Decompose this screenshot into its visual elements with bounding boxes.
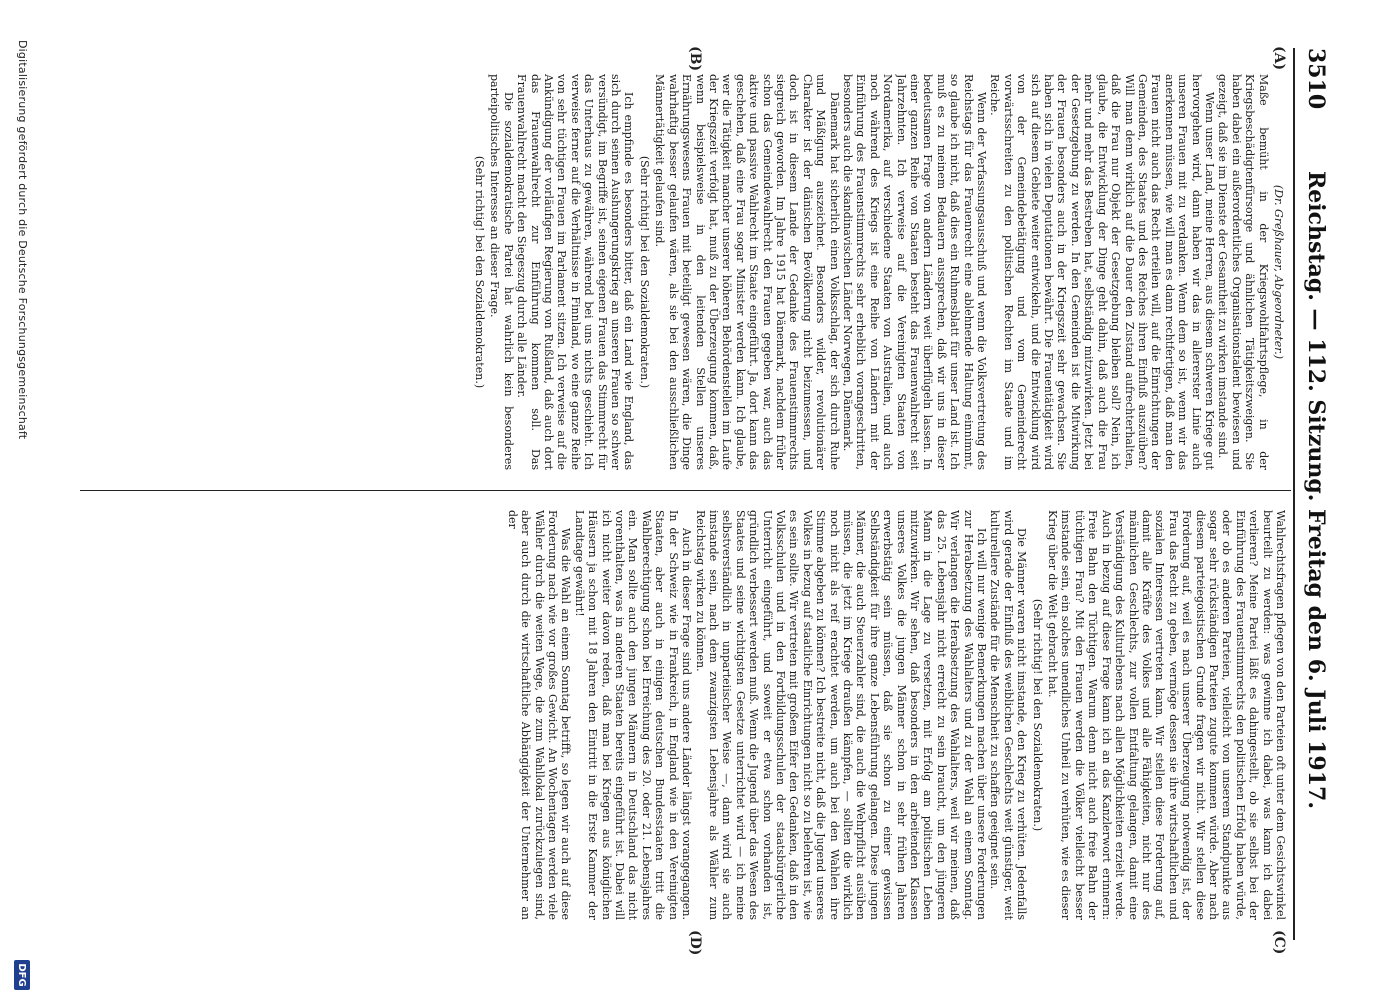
page-number: 3510 bbox=[1303, 48, 1329, 110]
page-title: Reichstag. — 112. Sitzung. Freitag den 6. Juli 1917. bbox=[1303, 171, 1329, 809]
funding-note: Digitalisierung gefördert durch die Deutsche Forschungsgemeinschaft bbox=[16, 40, 29, 440]
paragraph: Die Männer waren nicht imstande, den Krieg zu verhüten. Jedenfalls wird gerade der Einfluß des weiblichen Geschlechts weit günstiger, weit kulturellere Zustände für die Menschheit zu schaffen geeignet sein. bbox=[988, 510, 1029, 920]
margin-letter-d: (D) bbox=[687, 930, 703, 956]
interjection: (Sehr richtig! bei den Sozialdemokraten.) bbox=[473, 155, 487, 389]
interjection: (Sehr richtig! bei den Sozialdemokraten.) bbox=[1030, 598, 1044, 832]
paragraph: Wenn unser Land, meine Herren, aus diesem schweren Kriege gut hervorgehen wird, dann haben wir das in allererster Linie auch unseren Frauen mit zu verdanken. Wenn dem so ist, wenn wir das anerkennen müssen, wie will man es dann rechtfertigen, daß man den Frauen nicht auch das Recht erteilen will, auf die Einrichtungen der Gemeinden, des Staates und des Reiches ihren Einfluß auszuüben? Will man denn wirklich auf die Dauer den Zustand aufrechterhalten, daß die Frau nur Objekt der Gesetzgebung bleiben soll? Nein, ich glaube, die Entwicklung der Dinge geht dahin, daß auch die Frau mehr und mehr das Bestreben hat, selbständig mitzuwirken. Jetzt bei der Gesetzgebung zu werden. In den Gemeinden ist die Mitwirkung der Frauen besonders auch in der Kriegszeit sehr gewachsen. Sie haben sich in vielen Deputationen bewährt. Die Frauentätigkeit wird sich auf diesem Gebiete weiter entwickeln, und die Entwicklung wird von der Gemeindebetätigung und vom Gemeinderecht vorwärtsschreiten zu den politischen Rechten im Staate und im Reiche. bbox=[988, 74, 1216, 470]
speaker-line: (Dr. Greßhauer, Abgeordneter.) bbox=[1272, 184, 1285, 360]
interjection: (Sehr richtig! bei den Sozialdemokraten.) bbox=[637, 155, 651, 389]
margin-letter-b: (B) bbox=[687, 46, 703, 72]
dfg-logo: DFG bbox=[14, 960, 30, 990]
paragraph: Wenn der Verfassungsausschuß und wenn die Volksvertretung des Reichstags für das Frauenrecht eine ablehnende Haltung einnimmt, so glaube ich nicht, daß dies ein Ruhmesblatt für unser Land ist. Ich muß es zu meinem Bedauern aussprechen, daß wir uns in dieser bedeutsamen Frage von andern Ländern weit überflügeln lassen. In einer ganzen Reihe von Staaten besteht das Frauenwahlrecht seit Jahrzehnten. Ich verweise auf die Vereinigten Staaten von Nordamerika, auf verschiedene Staaten von Australien, und auch noch während des Kriegs ist eine Reihe von Ländern mit der Einführung des Frauenstimmrechts sehr erheblich vorangeschritten, besonders auch die skandinavischen Länder Norwegen, Dänemark. bbox=[841, 74, 989, 470]
header-rule bbox=[1293, 48, 1295, 940]
paragraph: Auch in dieser Frage sind uns andere Länder längst vorangegangen. In der Schweiz wie in Frankreich, in England wie in den Vereinigten Staaten, aber auch in einigen deutschen Bundesstaaten tritt die Wahlberechtigung schon bei Erreichung des 20. oder 21. Lebensjahres ein. Man sollte auch den jungen Männern in Deutschland das nicht vorenthalten, was in anderen Staaten bereits eingeführt ist. Dabei will ich nicht weiter davon reden, daß man bei Kriegen aus königlichen Häusern ja schon mit 18 Jahren den Eintritt in die Erste Kammer der Landtage gewährt! bbox=[572, 510, 694, 920]
page-header bbox=[1297, 40, 1331, 940]
margin-letter-a: (A) bbox=[1271, 46, 1287, 71]
column-divider bbox=[80, 490, 1291, 491]
left-column bbox=[90, 74, 1287, 470]
digitization-footer bbox=[8, 0, 38, 1000]
paragraph: Wahlrechtsfragen pflegen von den Parteien oft unter dem Gesichtswinkel beurteilt zu werden: was gewinne ich dabei, was kann ich dabei verlieren? Meine Partei läßt es dahingestellt, ob sie selbst bei der Einführung des Frauenstimmrechts den politischen Erfolg haben würde, oder ob es anderen Parteien, vielleicht von unserem Standpunkte aus sogar sehr rückständigen Parteien zugute kommen würde. Aber nach diesem parteiegoistischen Grunde fragen wir nicht. Wir stellen diese Forderung auf, weil es nach unserer Überzeugung notwendig ist, der Frau das Recht zu geben, vermöge dessen sie ihre wirtschaftlichen und sozialen Interessen vertreten kann. Wir stellen diese Forderung auf, damit alle Kräfte des Volkes und alle Fähigkeiten, nicht nur des männlichen Geschlechts, zur vollen Entfaltung gelangen, damit eine Verständigung des Kulturlebens nach allen Möglichkeiten erzielt werde. Auch in bezug auf diese Frage kann ich an das Kanzlerwort erinnern: Freie Bahn den Tüchtigen. Warum denn nicht auch freie Bahn der tüchtigen Frau? Mit den Frauen werden die Völker vielleicht besser imstande sein, ein solches unendliches Unheil zu verhüten, wie es dieser Krieg über die Welt gebracht hat. bbox=[1046, 510, 1287, 920]
paragraph: Die sozialdemokratische Partei hat wahrlich kein besonderes parteipolitisches Interesse an dieser Frage. bbox=[488, 74, 515, 470]
paragraph: Ich will nur wenige Bemerkungen machen über unsere Forderungen zur Herabsetzung des Wahlalters und zu der Wahl an einem Sonntag. Wir verlangen die Herabsetzung des Wahlalters, weil wir meinen, daß das 25. Lebensjahr nicht erreicht zu sein braucht, um den jüngeren Mann in die Lage zu versetzen, mit Erfolg am politischen Leben mitzuwirken. Wir sehen, daß besonders in den arbeitenden Klassen unseres Volkes die jungen Männer schon in sehr frühen Jahren erwerbstätig sein müssen, daß sie schon zu einer gewissen Selbständigkeit für ihre ganze Lebensführung gelangen. Diese jungen Männer, die auch Steuerzahler sind, die auch die Wehrpflicht ausüben müssen, die jetzt im Kriege draußen kämpfen, — sollten die wirklich noch nicht als reif erachtet werden, um auch bei den Wahlen ihre Stimme abgeben zu können? Ich bestreite nicht, daß die Jugend unseres Volkes in bezug auf staatliche Einrichtungen nicht so zu belehren ist, wie es sein sollte. Wir vertreten mit großem Eifer den Gedanken, daß in den Volksschulen und in den Fortbildungsschulen der staatsbürgerliche Unterricht eingeführt, und soweit er etwa schon vorhanden ist, gründlich verbessert werden muß. Wenn die Jugend über das Wesen des Staates und seine wichtigsten Gesetze unterrichtet wird — ich meine selbstverständlich in unparteiischer Weise —, dann wird sie auch imstande sein, nach dem zwanzigsten Lebensjahre als Wähler zum Reichstag wirken zu können. bbox=[693, 510, 989, 920]
paragraph: Dänemark hat sicherlich einen Volksschlag, der sich durch Ruhe und Mäßigung auszeichnet. Besonders wilder, revolutionärer Charakter ist der dänischen Bevölkerung nicht beizumessen, und doch ist in diesem Lande der Gedanke des Frauenstimmrechts siegreich geworden. Im Jahre 1915 hat Dänemark, nachdem früher schon das Gemeindewahlrecht den Frauen gegeben war, auch das aktive und passive Wahlrecht im Staate eingeführt. Ja, dort kann das geschehen, daß eine Frau sogar Minister werden kann. Ich glaube, wer die Tätigkeit mancher unserer höheren Behördenstellen im Laufe der Kriegszeit verfolgt hat, muß zu der Überzeugung kommen, daß, wenn beispielsweise in den leitenden Stellen unseres Ernährungswesens Frauen mit beteiligt gewesen wären, die Dinge wahrhaftig besser gelaufen wären, als sie bei den ausschließlichen Männertätigkeit gelaufen sind. bbox=[653, 74, 841, 470]
paragraph: Ich empfinde es besonders bitter, daß ein Land wie England, das sich durch seinen Aushungerungskrieg an unseren Frauen so schwer versündigt, im Begriffe ist, seinen eigenen Frauen das Stimmrecht für das Unterhaus zu gewähren, während bei uns nichts geschieht. Ich verweise ferner auf die Verhältnisse in Finnland, wo eine ganze Reihe von sehr tüchtigen Frauen im Parlament sitzen. Ich verweise auf die Ankündigung der vorläufigen Regierung von Rußland, daß auch dort das Frauenwahlrecht zur Einführung kommen soll. Das Frauenwahlrecht macht den Siegeszug durch alle Länder. bbox=[515, 74, 636, 470]
paragraph: Was die Wahl an einem Sonntag betrifft, so legen wir auch auf diese Forderung nach wie vor großes Gewicht. An Wochentagen werden viele Wähler durch die weiten Wege, die zum Wahllokal zurückzulegen sind, aber auch durch die wirtschaftliche Abhängigkeit der Unternehmer an der bbox=[505, 510, 573, 920]
right-column bbox=[90, 510, 1287, 920]
paragraph: Maße bemüht in der Kriegswohlfahrtspflege, in der Kriegsbeschädigtenfürsorge und ähnlichen Tätigkeitszweigen. Sie haben dabei ein außerordentliches Organisationstalent bewiesen und gezeigt, daß sie im Dienste der Gesamtheit zu wirken imstande sind. bbox=[1216, 74, 1270, 470]
margin-letter-c: (C) bbox=[1271, 930, 1287, 955]
